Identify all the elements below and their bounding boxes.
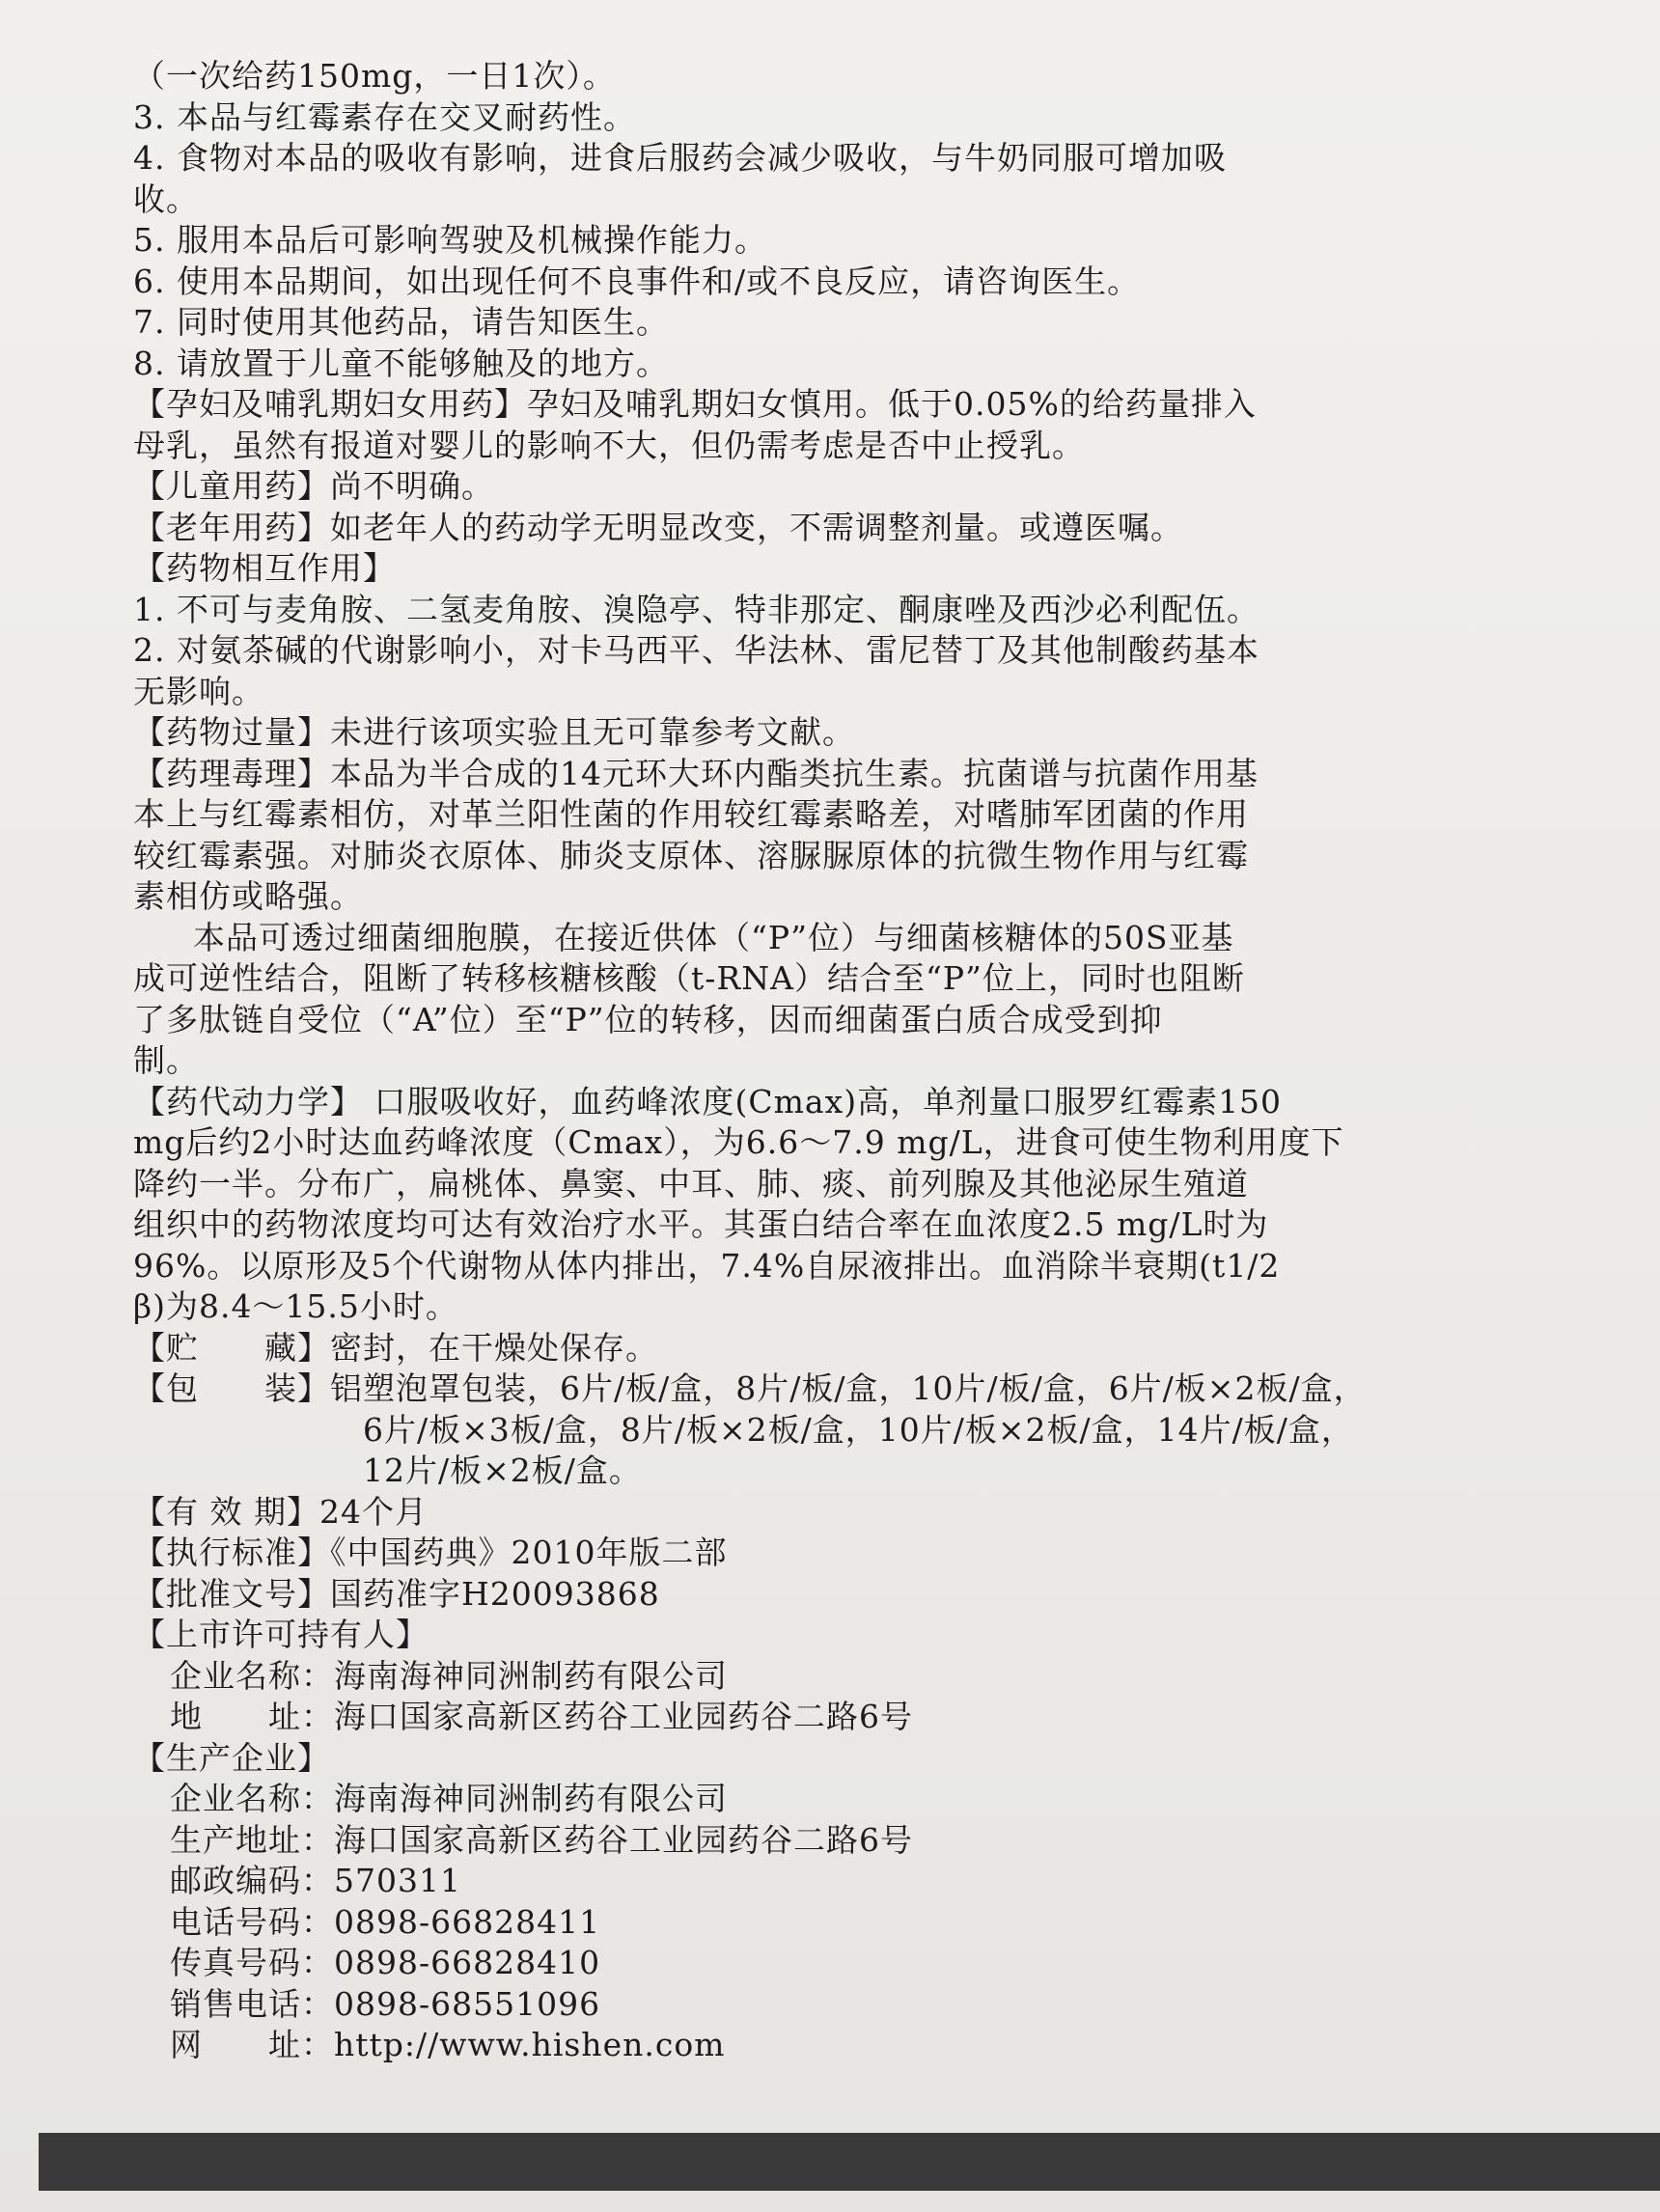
text-line: 本品可透过细菌细胞膜，在接近供体（“P”位）与细菌核糖体的50S亚基 bbox=[193, 918, 1234, 956]
text-line: 生产地址：海口国家高新区药谷工业园药谷二路6号 bbox=[170, 1820, 913, 1859]
text-line: 母乳，虽然有报道对婴儿的影响不大，但仍需考虑是否中止授乳。 bbox=[133, 426, 1085, 464]
section-interactions-heading: 【药物相互作用】 bbox=[133, 549, 396, 587]
text-line: 了多肽链自受位（“A”位）至“P”位的转移，因而细菌蛋白质合成受到抑 bbox=[133, 1000, 1163, 1038]
text-line: 6. 使用本品期间，如出现任何不良事件和/或不良反应，请咨询医生。 bbox=[133, 262, 1141, 300]
text-line: 1. 不可与麦角胺、二氢麦角胺、溴隐亭、特非那定、酮康唑及西沙必利配伍。 bbox=[133, 590, 1259, 628]
text-line: 8. 请放置于儿童不能够触及的地方。 bbox=[133, 344, 669, 382]
text-line: 传真号码：0898-66828410 bbox=[170, 1944, 601, 1981]
section-pregnancy: 【孕妇及哺乳期妇女用药】孕妇及哺乳期妇女慎用。低于0.05%的给药量排入 bbox=[133, 385, 1257, 423]
section-overdose: 【药物过量】未进行该项实验且无可靠参考文献。 bbox=[133, 713, 855, 751]
text-line: 收。 bbox=[133, 180, 199, 218]
section-manufacturer-heading: 【生产企业】 bbox=[133, 1738, 330, 1777]
text-line: 企业名称：海南海神同洲制药有限公司 bbox=[170, 1656, 728, 1695]
website-line: 网 址：http://www.hishen.com bbox=[170, 2026, 726, 2063]
section-children: 【儿童用药】尚不明确。 bbox=[133, 467, 494, 505]
text-line: 降约一半。分布广，扁桃体、鼻窦、中耳、肺、痰、前列腺及其他泌尿生殖道 bbox=[133, 1164, 1249, 1203]
text-line: 组织中的药物浓度均可达有效治疗水平。其蛋白结合率在血浓度2.5 mg/L时为 bbox=[133, 1205, 1269, 1243]
text-line: 电话号码：0898-66828411 bbox=[170, 1902, 601, 1941]
text-line: 12片/板×2板/盒。 bbox=[363, 1452, 642, 1489]
text-line: 销售电话：0898-68551096 bbox=[170, 1984, 601, 2023]
section-packaging: 【包 装】铝塑泡罩包装，6片/板/盒，8片/板/盒，10片/板/盒，6片/板×2板/盒， bbox=[133, 1369, 1367, 1407]
text-line: 4. 食物对本品的吸收有影响，进食后服药会减少吸收，与牛奶同服可增加吸 bbox=[133, 139, 1227, 177]
text-line: mg后约2小时达血药峰浓度（Cmax），为6.6～7.9 mg/L，进食可使生物利用度下 bbox=[133, 1123, 1344, 1161]
text-line: 7. 同时使用其他药品，请告知医生。 bbox=[133, 303, 669, 341]
section-pharmacology: 【药理毒理】本品为半合成的14元环大环内酯类抗生素。抗菌谱与抗菌作用基 bbox=[133, 754, 1259, 792]
text-line: 2. 对氨茶碱的代谢影响小，对卡马西平、华法林、雷尼替丁及其他制酸药基本 bbox=[133, 631, 1259, 669]
section-pharmacokinetics: 【药代动力学】 口服吸收好，血药峰浓度(Cmax)高，单剂量口服罗红霉素150 bbox=[133, 1082, 1283, 1120]
text-line: 邮政编码：570311 bbox=[170, 1862, 461, 1899]
section-validity: 【有 效 期】24个月 bbox=[133, 1492, 428, 1531]
text-line: 本上与红霉素相仿，对革兰阳性菌的作用较红霉素略差，对嗜肺军团菌的作用 bbox=[133, 795, 1249, 833]
text-line: 制。 bbox=[133, 1041, 199, 1079]
section-elderly: 【老年用药】如老年人的药动学无明显改变，不需调整剂量。或遵医嘱。 bbox=[133, 508, 1183, 546]
text-line: β)为8.4～15.5小时。 bbox=[133, 1287, 458, 1325]
section-approval-number: 【批准文号】国药准字H20093868 bbox=[133, 1574, 660, 1613]
text-line: 96%。以原形及5个代谢物从体内排出，7.4%自尿液排出。血消除半衰期(t1/2 bbox=[133, 1246, 1281, 1285]
text-line: 无影响。 bbox=[133, 672, 264, 710]
text-line: 6片/板×3板/盒，8片/板×2板/盒，10片/板×2板/盒，14片/板/盒， bbox=[363, 1410, 1354, 1449]
section-mah-heading: 【上市许可持有人】 bbox=[133, 1616, 429, 1653]
text-line: 素相仿或略强。 bbox=[133, 877, 363, 915]
text-line: 较红霉素强。对肺炎衣原体、肺炎支原体、溶脲脲原体的抗微生物作用与红霉 bbox=[133, 836, 1249, 874]
section-storage: 【贮 藏】密封，在干燥处保存。 bbox=[133, 1328, 658, 1367]
text-line: 成可逆性结合，阻断了转移核糖核酸（t-RNA）结合至“P”位上，同时也阻断 bbox=[133, 959, 1245, 997]
section-standard: 【执行标准】《中国药典》2010年版二部 bbox=[133, 1534, 728, 1571]
text-line: （一次给药150mg，一日1次）。 bbox=[133, 57, 616, 95]
leaflet-text bbox=[133, 56, 1542, 2066]
text-line: 3. 本品与红霉素存在交叉耐药性。 bbox=[133, 97, 636, 136]
scan-edge-shadow bbox=[39, 2133, 1660, 2191]
text-line: 企业名称：海南海神同洲制药有限公司 bbox=[170, 1780, 728, 1817]
text-line: 5. 服用本品后可影响驾驶及机械操作能力。 bbox=[133, 221, 767, 259]
text-line: 地 址：海口国家高新区药谷工业园药谷二路6号 bbox=[170, 1698, 913, 1735]
